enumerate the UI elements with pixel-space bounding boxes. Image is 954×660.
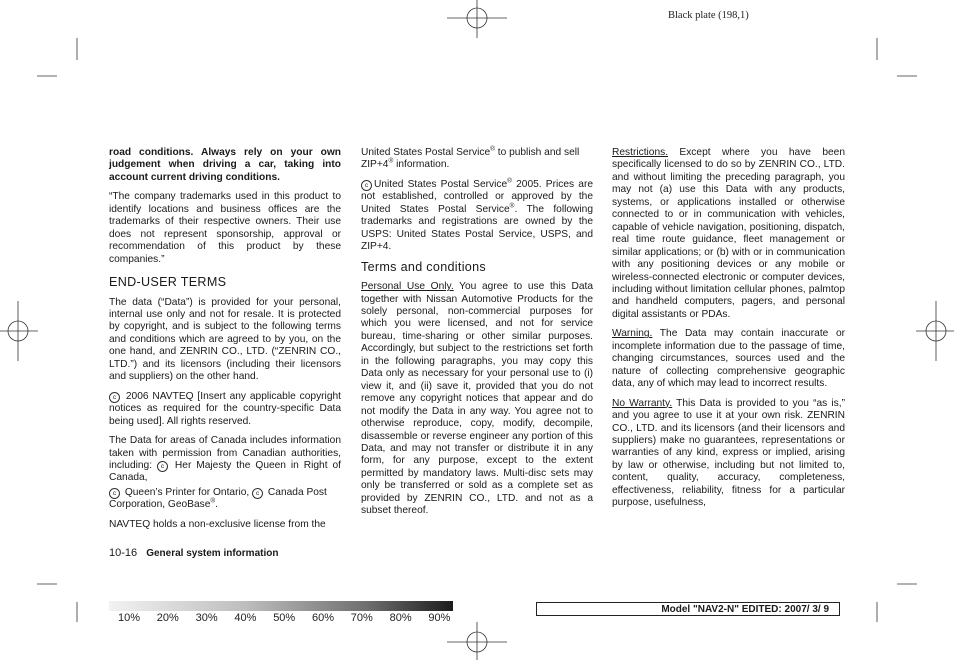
data-terms-paragraph: The data (“Data”) is provided for your personal, internal use only and not for resale. It is protected by copyright, and is subject to the following terms and conditions which are agreed to by you, on the one hand, and ZENRIN CO., LTD. (“ZENRIN CO., LTD.”) and its licensors (including their licensors and suppliers) on the other hand. bbox=[109, 296, 341, 383]
section-heading-end-user-terms: END-USER TERMS bbox=[109, 275, 227, 290]
column-middle bbox=[361, 147, 593, 525]
warning-paragraph: Warning. The Data may contain inaccurate or incomplete information due to the passage of time, changing circumstances, sources used and the nature of collecting comprehensive geographic data, any of which may lead to incorrect results. bbox=[612, 328, 845, 390]
page-number: 10-16 bbox=[109, 547, 138, 559]
gray-scale-bar bbox=[109, 601, 453, 611]
navteq-copyright: c 2006 NAVTEQ [Insert any applicable copyright notices as required for the country-specific Data being used]. All rights reserved. bbox=[109, 390, 341, 427]
usps-copyright: c United States Postal Service® 2005. Prices are not established, controlled or approved by the United States Postal Service®. The following trademarks and registrations are owned by the USPS: United States Postal Service, USPS, and ZIP+4. bbox=[361, 177, 594, 253]
page-footer bbox=[109, 547, 278, 559]
navteq-license-note: NAVTEQ holds a non-exclusive license from the bbox=[109, 518, 326, 530]
section-heading-terms-conditions: Terms and conditions bbox=[361, 259, 487, 274]
canada-credits: c Queen’s Printer for Ontario, c Canada Post Corporation, GeoBase®. bbox=[109, 486, 327, 511]
plate-label: Black plate (198,1) bbox=[668, 10, 749, 21]
column-right bbox=[612, 147, 845, 517]
gray-scale-labels: 10% 20% 30% 40% 50% 60% 70% 80% 90% bbox=[118, 612, 451, 624]
safety-warning: road conditions. Always rely on your own judgement when driving a car, taking into account current driving conditions. bbox=[109, 147, 341, 183]
copyright-icon: c bbox=[109, 488, 120, 499]
personal-use-paragraph: Personal Use Only. You agree to use this Data together with Nissan Automotive Products for the solely personal, non-commercial purposes for which you were licensed, and not for service bureau, time-sharing or other similar purposes. Accordingly, but subject to the restrictions set forth in the following paragraphs, you may copy this Data only as necessary for your personal use to (i) view it, and (ii) save it, provided that you do not remove any copyright notices that appear and do not modify the Data in any way. You agree not to otherwise reproduce, copy, modify, decompile, disassemble or reverse engineer any portion of this Data, and may not transfer or distribute it in any form, for any purpose, except to the extent permitted by mandatory laws. Multi-disc sets may only be transferred or sold as a complete set as provided by ZENRIN CO., LTD. and not as a subset thereof. bbox=[361, 281, 593, 517]
trademark-note: “The company trademarks used in this product to identify locations and business offices are the trademarks of their respective owners. Their use does not represent sponsorship, approval or recommendation of this product by these companies.” bbox=[109, 191, 341, 265]
usps-note: United States Postal Service® to publish and sell ZIP+4® information. bbox=[361, 145, 580, 171]
restrictions-paragraph: Restrictions. Except where you have been specifically licensed to do so by ZENRIN CO., LTD. and without limiting the preceding paragraph, you may not (a) use this Data with any products, systems, or applications installed or otherwise connected to or in communication with vehicles, capable of vehicle navigation, positioning, dispatch, real time route guidance, fleet management or similar applications; or (b) with or in communication with any positioning devices or any mobile or wireless-connected electronic or computer devices, including without limitation cellular phones, palmtop and handheld computers, pagers, and personal digital assistants or PDAs. bbox=[612, 147, 845, 320]
model-edit-box: Model "NAV2-N" EDITED: 2007/ 3/ 9 bbox=[536, 602, 840, 616]
copyright-icon: c bbox=[157, 461, 168, 472]
copyright-icon: c bbox=[109, 392, 120, 403]
copyright-icon: c bbox=[361, 180, 372, 191]
section-title: General system information bbox=[146, 548, 279, 559]
column-left bbox=[109, 147, 341, 538]
copyright-icon: c bbox=[252, 488, 263, 499]
canada-data-note: The Data for areas of Canada includes information taken with permission from Canadian authorities, including: c Her Majesty the Queen in Right of Canada, bbox=[109, 435, 341, 484]
no-warranty-paragraph: No Warranty. This Data is provided to you “as is,” and you agree to use it at your own risk. ZENRIN CO., LTD. and its licensors (and their licensors and suppliers) make no guarantees, representations or warranties of any kind, express or implied, arising by law or otherwise, including but not limited to, content, quality, accuracy, completeness, effectiveness, reliability, fitness for a particular purpose, usefulness, bbox=[612, 397, 845, 509]
